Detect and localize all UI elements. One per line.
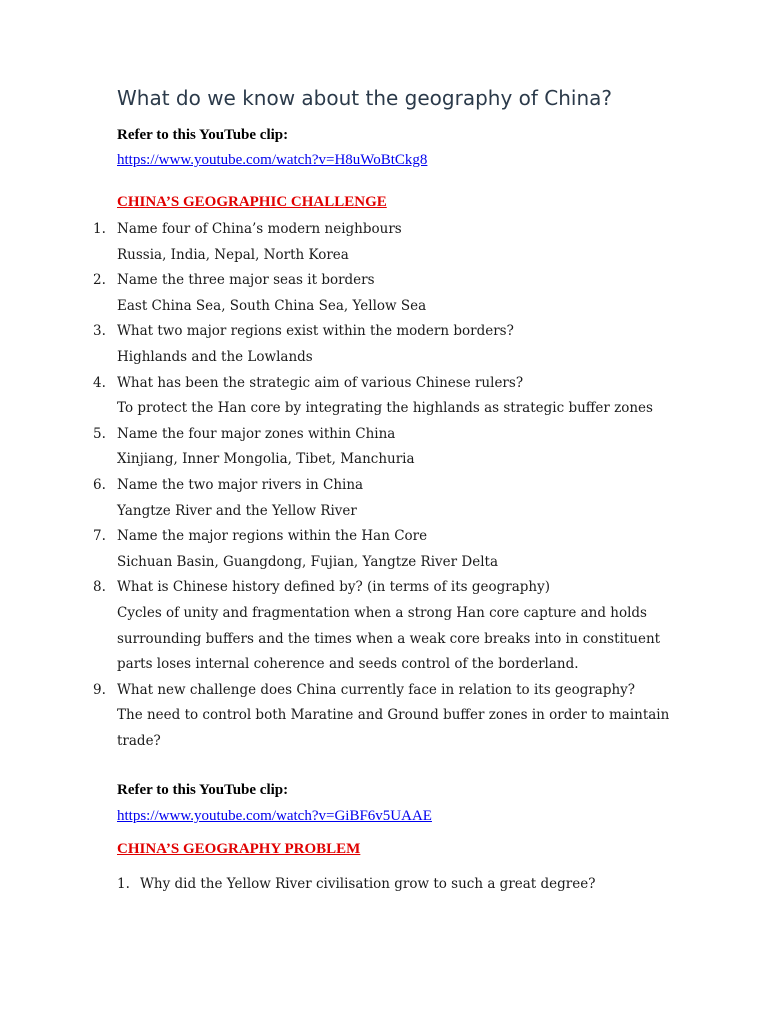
answer-text: Sichuan Basin, Guangdong, Fujian, Yangtze River Delta (117, 553, 498, 570)
list-item (93, 678, 693, 755)
list-item (93, 473, 693, 524)
question-number: 7. (93, 528, 106, 545)
question-text: What is Chinese history defined by? (in terms of its geography) (117, 579, 550, 596)
question-text: Name the two major rivers in China (117, 476, 364, 493)
page-title: What do we know about the geography of China? (117, 86, 613, 110)
question-text: What two major regions exist within the modern borders? (117, 323, 514, 340)
youtube-link-1[interactable]: https://www.youtube.com/watch?v=H8uWoBtCkg8 (117, 152, 428, 168)
answer-text: The need to control both Maratine and Ground buffer zones in order to maintain trade? (117, 707, 670, 749)
question-list-1 (93, 217, 693, 754)
question-number: 8. (93, 579, 106, 596)
answer-text: To protect the Han core by integrating the highlands as strategic buffer zones (117, 400, 653, 417)
answer-text: East China Sea, South China Sea, Yellow Sea (117, 297, 427, 314)
question-number: 3. (93, 323, 106, 340)
question-list-2 (117, 872, 717, 898)
answer-text: Xinjiang, Inner Mongolia, Tibet, Manchuria (117, 451, 415, 468)
answer-text: Russia, India, Nepal, North Korea (117, 246, 349, 263)
question-text: Name the major regions within the Han Core (117, 528, 428, 545)
question-number: 5. (93, 425, 106, 442)
section-heading-geography-problem: CHINA’S GEOGRAPHY PROBLEM (117, 841, 361, 857)
list-item (93, 371, 693, 422)
answer-text: Highlands and the Lowlands (117, 348, 313, 365)
question-text: Why did the Yellow River civilisation grow to such a great degree? (140, 876, 596, 892)
list-item (93, 268, 693, 319)
question-number: 2. (93, 272, 106, 289)
question-number: 1. (93, 221, 106, 237)
section-heading-geographic-challenge: CHINA’S GEOGRAPHIC CHALLENGE (117, 194, 387, 210)
answer-text: Yangtze River and the Yellow River (117, 502, 357, 519)
question-text: What has been the strategic aim of various Chinese rulers? (117, 374, 524, 391)
list-item (117, 872, 717, 898)
refer-label-1: Refer to this YouTube clip: (117, 127, 289, 143)
question-number: 9. (93, 681, 106, 698)
question-text: Name the three major seas it borders (117, 272, 375, 289)
list-item (93, 575, 693, 677)
question-text: Name the four major zones within China (117, 425, 396, 442)
youtube-link-2[interactable]: https://www.youtube.com/watch?v=GiBF6v5UAAE (117, 808, 432, 824)
list-item (93, 217, 693, 268)
refer-label-2: Refer to this YouTube clip: (117, 782, 289, 798)
question-number: 6. (93, 476, 106, 493)
question-text: Name four of China’s modern neighbours (117, 221, 402, 237)
question-text: What new challenge does China currently face in relation to its geography? (117, 681, 636, 698)
list-item (93, 524, 693, 575)
list-item (93, 319, 693, 370)
list-item (93, 422, 693, 473)
answer-text: Cycles of unity and fragmentation when a strong Han core capture and holds surrounding buffers and the times when a weak core breaks into in constituent parts loses internal coherence and seeds control of the borderland. (117, 604, 661, 673)
question-number: 4. (93, 374, 106, 391)
question-number: 1. (117, 876, 130, 892)
